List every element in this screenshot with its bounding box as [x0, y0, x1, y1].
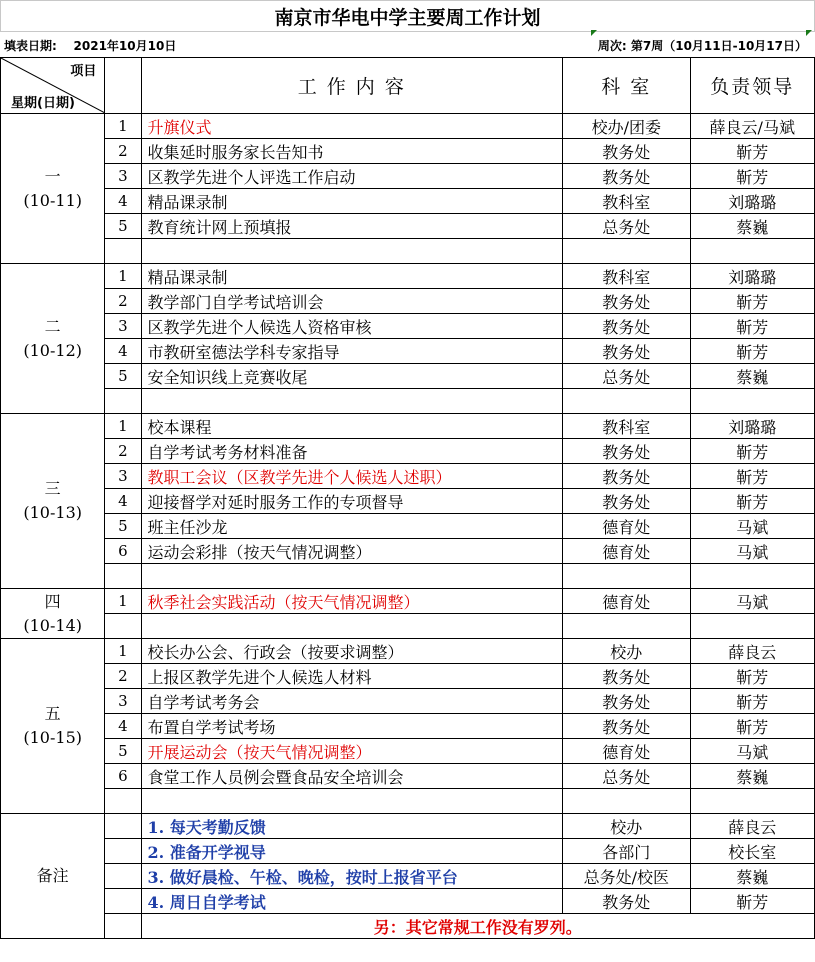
task-leader: 靳芳 [690, 139, 814, 164]
table-row [1, 189, 815, 214]
note-content: 1. 每天考勤反馈 [141, 814, 563, 839]
table-row [1, 289, 815, 314]
note-leader: 校长室 [690, 839, 814, 864]
task-leader: 蔡巍 [690, 214, 814, 239]
table-row [1, 214, 815, 239]
fill-date-label: 填表日期: [4, 39, 57, 53]
note-row [1, 839, 815, 864]
fill-date-value: 2021年10月10日 [73, 39, 177, 53]
row-number: 6 [105, 539, 141, 564]
task-content: 区教学先进个人评选工作启动 [141, 164, 563, 189]
table-row [1, 664, 815, 689]
footer-row [1, 914, 815, 939]
table-row [1, 539, 815, 564]
fill-date [4, 37, 176, 54]
task-dept: 教务处 [563, 339, 690, 364]
row-number: 1 [105, 639, 141, 664]
task-leader: 靳芳 [690, 664, 814, 689]
blank-row [1, 614, 815, 639]
table-row [1, 514, 815, 539]
table-row [1, 314, 815, 339]
row-number: 3 [105, 464, 141, 489]
task-leader: 靳芳 [690, 714, 814, 739]
header-dept: 科 室 [563, 58, 690, 114]
blank-cell [105, 564, 141, 589]
note-dept: 教务处 [563, 889, 690, 914]
task-leader: 马斌 [690, 514, 814, 539]
task-leader: 马斌 [690, 589, 814, 614]
blank-cell [141, 564, 563, 589]
task-content: 升旗仪式 [141, 114, 563, 139]
day-date: (10-12) [23, 340, 82, 360]
day-cell [1, 639, 105, 814]
table-row [1, 639, 815, 664]
row-number: 5 [105, 364, 141, 389]
note-content: 2. 准备开学视导 [141, 839, 563, 864]
note-no-cell [105, 814, 141, 839]
meta-row [0, 31, 815, 57]
task-dept: 总务处 [563, 214, 690, 239]
row-number: 4 [105, 189, 141, 214]
blank-row [1, 789, 815, 814]
task-dept: 教科室 [563, 264, 690, 289]
task-content: 食堂工作人员例会暨食品安全培训会 [141, 764, 563, 789]
task-content: 校本课程 [141, 414, 563, 439]
table-row [1, 264, 815, 289]
day-cell [1, 414, 105, 589]
task-dept: 教务处 [563, 164, 690, 189]
task-dept: 德育处 [563, 539, 690, 564]
task-content: 布置自学考试考场 [141, 714, 563, 739]
table-row [1, 689, 815, 714]
header-corner-bottom: 星期(日期) [11, 96, 75, 111]
day-name: 三 [44, 479, 61, 498]
blank-cell [690, 789, 814, 814]
note-row [1, 864, 815, 889]
task-content: 市教研室德法学科专家指导 [141, 339, 563, 364]
title-table [0, 0, 815, 32]
task-dept: 教务处 [563, 664, 690, 689]
row-number: 6 [105, 764, 141, 789]
day-date: (10-11) [23, 190, 82, 210]
row-number: 1 [105, 114, 141, 139]
plan-table-body [1, 58, 815, 939]
blank-cell [563, 614, 690, 639]
note-no-cell [105, 864, 141, 889]
task-content: 班主任沙龙 [141, 514, 563, 539]
day-name: 四 [44, 591, 61, 611]
plan-table [0, 57, 815, 939]
task-content: 运动会彩排（按天气情况调整） [141, 539, 563, 564]
blank-cell [105, 789, 141, 814]
table-row [1, 364, 815, 389]
task-leader: 靳芳 [690, 489, 814, 514]
blank-cell [141, 789, 563, 814]
task-leader: 薛良云/马斌 [690, 114, 814, 139]
task-content: 开展运动会（按天气情况调整） [141, 739, 563, 764]
row-number: 3 [105, 164, 141, 189]
header-content: 工 作 内 容 [141, 58, 563, 114]
note-dept: 总务处/校医 [563, 864, 690, 889]
day-cell [1, 589, 105, 639]
task-leader: 靳芳 [690, 339, 814, 364]
table-row [1, 739, 815, 764]
task-leader: 靳芳 [690, 464, 814, 489]
notes-label: 备注 [1, 814, 105, 939]
row-number: 2 [105, 664, 141, 689]
table-row [1, 489, 815, 514]
day-name: 一 [44, 166, 61, 186]
task-content: 教育统计网上预填报 [141, 214, 563, 239]
day-date: (10-14) [23, 615, 82, 635]
task-leader: 薛良云 [690, 639, 814, 664]
row-number: 2 [105, 439, 141, 464]
task-leader: 靳芳 [690, 164, 814, 189]
header-leader: 负责领导 [690, 58, 814, 114]
task-content: 安全知识线上竞赛收尾 [141, 364, 563, 389]
task-dept: 德育处 [563, 514, 690, 539]
task-dept: 教务处 [563, 139, 690, 164]
header-corner-cell [1, 58, 105, 114]
blank-cell [690, 614, 814, 639]
page-title: 南京市华电中学主要周工作计划 [1, 1, 815, 32]
blank-cell [563, 239, 690, 264]
task-leader: 蔡巍 [690, 764, 814, 789]
day-name: 五 [44, 704, 61, 723]
task-dept: 教务处 [563, 689, 690, 714]
table-row [1, 464, 815, 489]
table-row [1, 414, 815, 439]
note-dept: 各部门 [563, 839, 690, 864]
row-number: 3 [105, 314, 141, 339]
task-leader: 马斌 [690, 739, 814, 764]
blank-cell [690, 239, 814, 264]
task-dept: 教科室 [563, 414, 690, 439]
row-number: 5 [105, 739, 141, 764]
task-dept: 校办/团委 [563, 114, 690, 139]
table-row [1, 764, 815, 789]
note-no-cell [105, 889, 141, 914]
note-leader: 薛良云 [690, 814, 814, 839]
blank-cell [563, 564, 690, 589]
task-dept: 德育处 [563, 739, 690, 764]
task-dept: 教务处 [563, 464, 690, 489]
task-dept: 教科室 [563, 189, 690, 214]
table-row [1, 139, 815, 164]
row-number: 4 [105, 714, 141, 739]
row-number: 5 [105, 514, 141, 539]
note-dept: 校办 [563, 814, 690, 839]
task-leader: 靳芳 [690, 439, 814, 464]
day-date: (10-15) [23, 728, 82, 747]
table-row [1, 339, 815, 364]
day-cell [1, 114, 105, 264]
note-content: 3. 做好晨检、午检、晚检，按时上报省平台 [141, 864, 563, 889]
task-leader: 刘璐璐 [690, 264, 814, 289]
note-row [1, 889, 815, 914]
row-number: 1 [105, 414, 141, 439]
task-content: 收集延时服务家长告知书 [141, 139, 563, 164]
row-number: 5 [105, 214, 141, 239]
week-info: 周次: 第7周（10月11日-10月17日） [597, 39, 807, 53]
blank-cell [141, 614, 563, 639]
row-number: 2 [105, 139, 141, 164]
blank-cell [105, 614, 141, 639]
row-number: 2 [105, 289, 141, 314]
blank-cell [141, 389, 563, 414]
task-content: 教职工会议（区教学先进个人候选人述职） [141, 464, 563, 489]
blank-row [1, 564, 815, 589]
note-row [1, 814, 815, 839]
footer-no-cell [105, 914, 141, 939]
blank-row [1, 389, 815, 414]
day-cell [1, 264, 105, 414]
blank-row [1, 239, 815, 264]
day-name: 二 [44, 316, 61, 336]
task-content: 精品课录制 [141, 189, 563, 214]
blank-cell [690, 389, 814, 414]
day-date: (10-13) [23, 503, 82, 522]
task-leader: 靳芳 [690, 314, 814, 339]
header-row [1, 58, 815, 114]
task-content: 教学部门自学考试培训会 [141, 289, 563, 314]
blank-cell [141, 239, 563, 264]
note-content: 4. 周日自学考试 [141, 889, 563, 914]
task-dept: 教务处 [563, 289, 690, 314]
task-content: 上报区教学先进个人候选人材料 [141, 664, 563, 689]
task-content: 精品课录制 [141, 264, 563, 289]
table-row [1, 589, 815, 614]
row-number: 3 [105, 689, 141, 714]
row-number: 1 [105, 264, 141, 289]
task-dept: 总务处 [563, 764, 690, 789]
row-number: 1 [105, 589, 141, 614]
table-row [1, 714, 815, 739]
task-content: 区教学先进个人候选人资格审核 [141, 314, 563, 339]
blank-cell [563, 789, 690, 814]
blank-cell [105, 389, 141, 414]
task-content: 自学考试考务会 [141, 689, 563, 714]
task-leader: 靳芳 [690, 289, 814, 314]
task-dept: 教务处 [563, 489, 690, 514]
task-leader: 马斌 [690, 539, 814, 564]
table-row [1, 114, 815, 139]
table-row [1, 439, 815, 464]
task-dept: 德育处 [563, 589, 690, 614]
note-leader: 蔡巍 [690, 864, 814, 889]
footer-note: 另：其它常规工作没有罗列。 [141, 914, 815, 939]
note-no-cell [105, 839, 141, 864]
note-leader: 靳芳 [690, 889, 814, 914]
task-leader: 蔡巍 [690, 364, 814, 389]
task-content: 秋季社会实践活动（按天气情况调整） [141, 589, 563, 614]
task-dept: 教务处 [563, 439, 690, 464]
blank-cell [105, 239, 141, 264]
task-leader: 刘璐璐 [690, 189, 814, 214]
task-content: 迎接督学对延时服务工作的专项督导 [141, 489, 563, 514]
task-dept: 校办 [563, 639, 690, 664]
task-leader: 靳芳 [690, 689, 814, 714]
task-leader: 刘璐璐 [690, 414, 814, 439]
row-number: 4 [105, 339, 141, 364]
task-dept: 总务处 [563, 364, 690, 389]
header-no [105, 58, 141, 114]
task-content: 自学考试考务材料准备 [141, 439, 563, 464]
blank-cell [690, 564, 814, 589]
task-dept: 教务处 [563, 314, 690, 339]
header-corner-top: 项目 [70, 64, 97, 79]
task-dept: 教务处 [563, 714, 690, 739]
blank-cell [563, 389, 690, 414]
table-row [1, 164, 815, 189]
row-number: 4 [105, 489, 141, 514]
task-content: 校长办公会、行政会（按要求调整） [141, 639, 563, 664]
